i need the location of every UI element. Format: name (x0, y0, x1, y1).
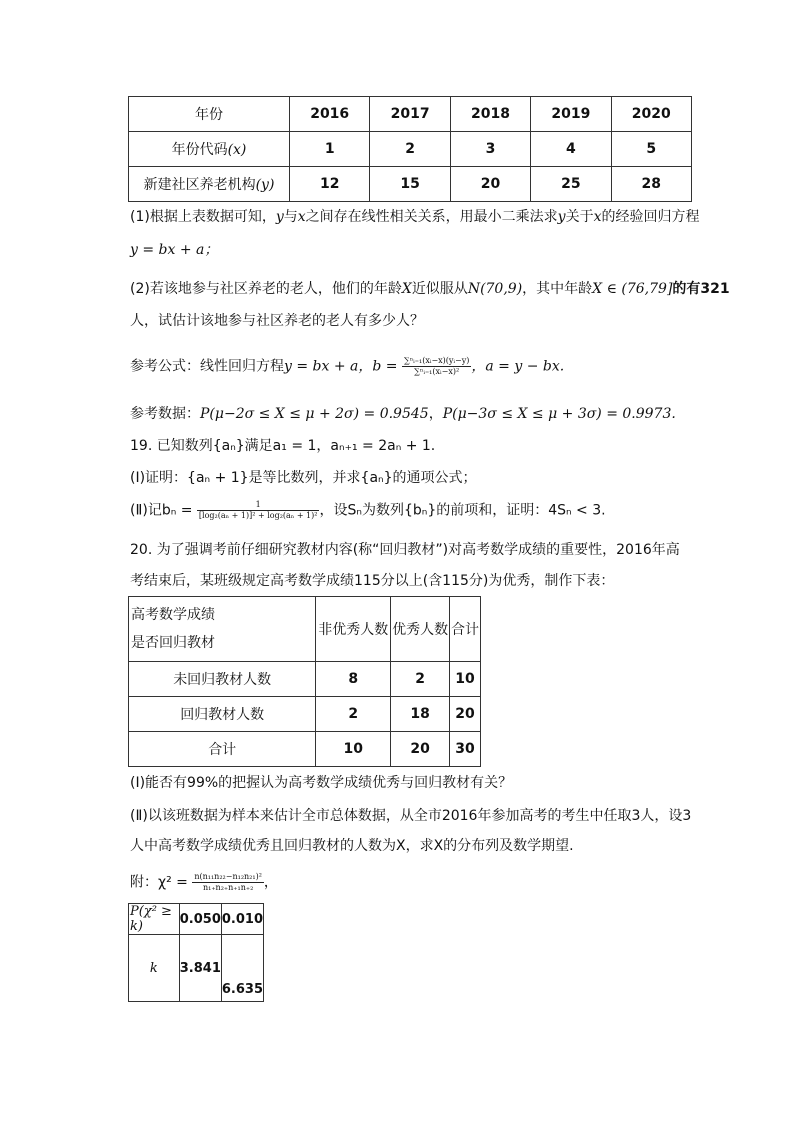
text: ，其中年龄 (522, 281, 593, 297)
table-cell: 0.050 (179, 904, 221, 935)
table-row (129, 662, 481, 697)
numerator: 1 (197, 500, 320, 511)
table-cell: 3.841 (179, 935, 221, 1002)
var: x (593, 209, 602, 225)
var: y (557, 209, 566, 225)
row-header (129, 132, 290, 167)
formula: ，a = y − bx. (471, 358, 565, 375)
table-cell: 0.010 (221, 904, 263, 935)
text: (2)若该地参与社区养老的老人，他们的年龄 (130, 281, 402, 297)
corner-top-text: 高考数学成绩 (131, 607, 215, 623)
table-cell: 20 (391, 732, 450, 767)
q18-regression-equation: y = bx + a； (130, 242, 219, 258)
corner-cell (129, 597, 316, 662)
year-data-table (128, 96, 692, 202)
q19-part2 (130, 500, 606, 521)
denominator: [log₂(aₙ + 1)]² + log₂(aₙ + 1)² (198, 511, 318, 520)
cell-var: (x) (227, 142, 247, 158)
table-cell: 1 (290, 132, 370, 167)
table-row (129, 167, 692, 202)
table-cell: 28 (611, 167, 691, 202)
text: (Ⅱ)记bₙ = (130, 502, 193, 519)
var: y (275, 209, 284, 225)
table-cell: 2018 (450, 97, 530, 132)
table-cell: 5 (611, 132, 691, 167)
text: 的经验回归方程 (601, 209, 700, 225)
table-cell: 10 (450, 662, 481, 697)
b-fraction (197, 500, 320, 521)
text: ， (428, 406, 443, 422)
table-cell: 6.635 (221, 935, 263, 1002)
cell-text: 年份 (195, 107, 223, 123)
table-cell: 30 (450, 732, 481, 767)
table-cell: 15 (370, 167, 450, 202)
text: 参考公式：线性回归方程 (130, 358, 284, 375)
formula: y = bx + a，b = (284, 358, 398, 375)
row-header: 未回归教材人数 (129, 662, 316, 697)
table-row (129, 697, 481, 732)
var: x (297, 209, 306, 225)
var: X ∈ (76,79] (592, 281, 673, 297)
column-header: 优秀人数 (391, 597, 450, 662)
column-header: 合计 (450, 597, 481, 662)
var: N(70,9) (467, 281, 523, 297)
q20-part2-line1: (Ⅱ)以该班数据为样本来估计全市总体数据，从全市2016年参加高考的考生中任取3人，设3 (130, 808, 692, 824)
q20-text-line1: 20. 为了强调考前仔细研究教材内容(称“回归教材”)对高考数学成绩的重要性，2016年高 (130, 542, 680, 558)
text: 与 (283, 209, 298, 225)
row-header (129, 167, 290, 202)
corner-bottom-text: 是否回归教材 (131, 635, 215, 651)
numerator: ∑ⁿᵢ₌₁(xᵢ−x)(yᵢ−y) (403, 356, 470, 365)
table-row (129, 97, 692, 132)
table-row (129, 132, 692, 167)
cell-var: (y) (255, 177, 275, 193)
formula: P(μ−2σ ≤ X ≤ μ + 2σ) = 0.9545 (200, 406, 429, 422)
table-cell: 18 (391, 697, 450, 732)
text: 近似服从 (411, 281, 468, 297)
table-row (129, 597, 481, 662)
critical-value-table (128, 903, 264, 1002)
text: ， (263, 874, 278, 891)
table-cell: 20 (450, 167, 530, 202)
reference-formula (130, 356, 564, 377)
row-header: 合计 (129, 732, 316, 767)
table-cell: 2 (316, 697, 391, 732)
cell-text: 年份代码 (171, 142, 228, 158)
table-cell: 4 (531, 132, 611, 167)
q19-title: 19. 已知数列{aₙ}满足a₁ = 1，aₙ₊₁ = 2aₙ + 1. (130, 438, 436, 454)
table-cell: 2020 (611, 97, 691, 132)
q20-text-line2: 考结束后，某班级规定高考数学成绩115分以上(含115分)为优秀，制作下表： (130, 573, 615, 589)
chi-square-formula (130, 872, 278, 893)
row-header: 回归教材人数 (129, 697, 316, 732)
text: ，设Sₙ为数列{bₙ}的前项和，证明：4Sₙ < 3. (319, 502, 606, 519)
table-row (129, 904, 264, 935)
text: 之间存在线性相关关系，用最小二乘法求 (305, 209, 558, 225)
chi-square-fraction (192, 872, 264, 893)
table-cell: 12 (290, 167, 370, 202)
table-cell: 2017 (370, 97, 450, 132)
text: 参考数据： (130, 406, 200, 422)
contingency-table (128, 596, 481, 767)
slope-fraction (402, 356, 471, 377)
table-cell: 2 (370, 132, 450, 167)
reference-data (130, 404, 676, 424)
formula: P(μ−3σ ≤ X ≤ μ + 3σ) = 0.9973. (442, 406, 676, 422)
column-header: 非优秀人数 (316, 597, 391, 662)
row-header (129, 97, 290, 132)
denominator: ∑ⁿᵢ₌₁(xᵢ−x)² (414, 367, 460, 376)
q18-part1-text (130, 207, 700, 227)
text: 关于 (565, 209, 594, 225)
q18-part2-text-cont: 人，试估计该地参与社区养老的老人有多少人？ (130, 313, 424, 329)
numerator: n(n₁₁n₂₂−n₁₂n₂₁)² (194, 872, 262, 881)
table-row (129, 732, 481, 767)
table-cell: 2019 (531, 97, 611, 132)
table-cell: 2 (391, 662, 450, 697)
text: (1)根据上表数据可知， (130, 209, 276, 225)
table-cell: 3 (450, 132, 530, 167)
cell-text: 新建社区养老机构 (143, 177, 256, 193)
row-header: P(χ² ≥ k) (129, 904, 180, 935)
table-cell: 10 (316, 732, 391, 767)
table-cell: 20 (450, 697, 481, 732)
q19-part1: (Ⅰ)证明：{aₙ + 1}是等比数列，并求{aₙ}的通项公式； (130, 470, 477, 486)
table-row (129, 935, 264, 1002)
row-header: k (129, 935, 180, 1002)
text: 附：χ² = (130, 874, 188, 891)
q18-part2-text (130, 279, 730, 299)
q20-part2-line2: 人中高考数学成绩优秀且回归教材的人数为X，求X的分布列及数学期望. (130, 838, 574, 854)
table-cell: 2016 (290, 97, 370, 132)
var: X (401, 281, 412, 297)
table-cell: 8 (316, 662, 391, 697)
text: 的有321 (672, 281, 730, 297)
q20-part1: (Ⅰ)能否有99%的把握认为高考数学成绩优秀与回归教材有关？ (130, 775, 513, 791)
table-cell: 25 (531, 167, 611, 202)
denominator: n₁₊n₂₊n₊₁n₊₂ (202, 883, 254, 892)
